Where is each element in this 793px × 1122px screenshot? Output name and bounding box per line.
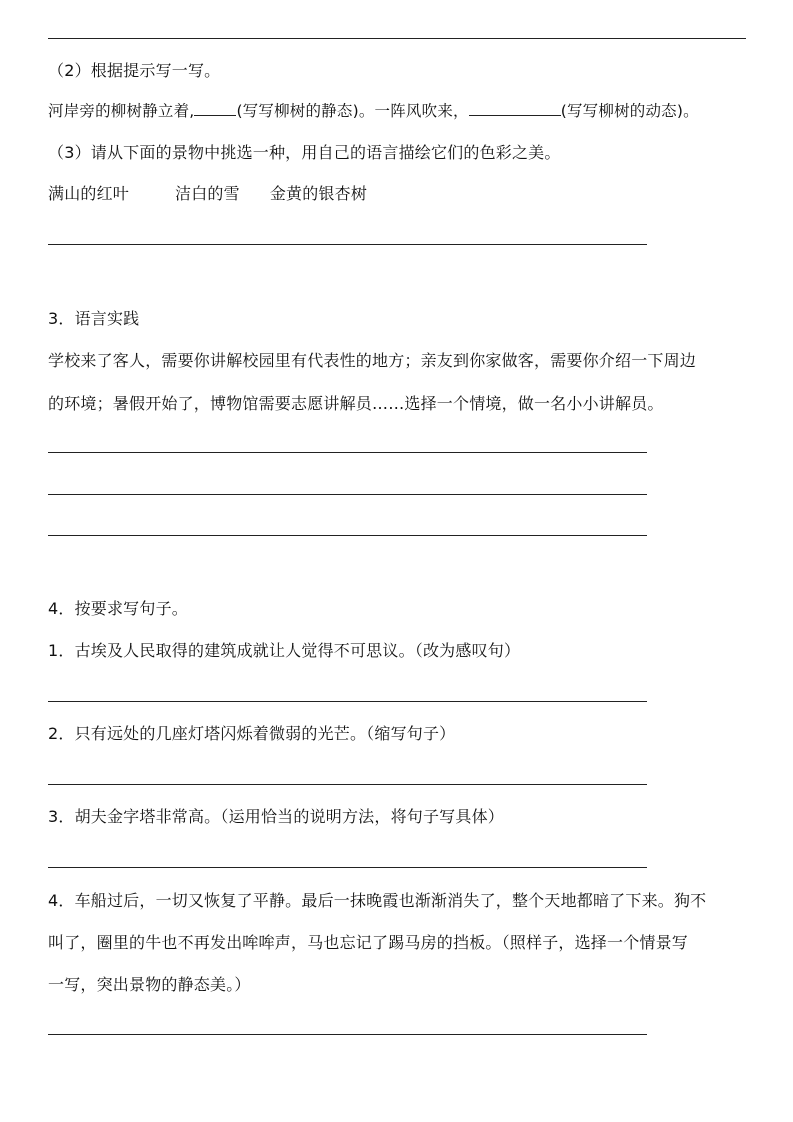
- q2-label: （2）根据提示写一写。: [48, 61, 221, 80]
- q2-sentence: [48, 100, 699, 122]
- section3-line2: 的环境；暑假开始了，博物馆需要志愿讲解员……选择一个情境，做一名小小讲解员。: [48, 394, 664, 413]
- answer-line[interactable]: [48, 784, 647, 785]
- section3-line1: 学校来了客人，需要你讲解校园里有代表性的地方；亲友到你家做客，需要你介绍一下周边: [48, 351, 697, 370]
- answer-line[interactable]: [48, 867, 647, 868]
- task-4-line1: 4．车船过后，一切又恢复了平静。最后一抹晚霞也渐渐消失了，整个天地都暗了下来。狗不: [48, 891, 707, 910]
- task-3: 3．胡夫金字塔非常高。（运用恰当的说明方法，将句子写具体）: [48, 807, 504, 826]
- scenery-options: [48, 183, 367, 205]
- answer-line[interactable]: [48, 244, 647, 245]
- static-blank[interactable]: [194, 101, 236, 116]
- answer-line[interactable]: [48, 701, 647, 702]
- option-white-snow: 洁白的雪: [175, 184, 240, 203]
- section3-title: 3．语言实践: [48, 309, 140, 328]
- task-4-line2: 叫了，圈里的牛也不再发出哞哞声，马也忘记了踢马房的挡板。（照样子，选择一个情景写: [48, 933, 689, 952]
- option-red-leaves: 满山的红叶: [48, 184, 130, 203]
- section4-title: 4．按要求写句子。: [48, 599, 188, 618]
- q2-text-c: (写写柳树的动态)。: [560, 102, 699, 120]
- dynamic-blank[interactable]: [469, 101, 561, 116]
- q3-label: （3）请从下面的景物中挑选一种，用自己的语言描绘它们的色彩之美。: [48, 143, 561, 162]
- task-1: 1．古埃及人民取得的建筑成就让人觉得不可思议。（改为感叹句）: [48, 641, 521, 660]
- answer-line[interactable]: [48, 452, 647, 453]
- task-2: 2．只有远处的几座灯塔闪烁着微弱的光芒。（缩写句子）: [48, 724, 456, 743]
- answer-line[interactable]: [48, 1034, 647, 1035]
- answer-line[interactable]: [48, 535, 647, 536]
- q2-text-a: 河岸旁的柳树静立着,: [48, 102, 195, 120]
- q2-text-b: (写写柳树的静态)。一阵风吹来，: [236, 102, 469, 120]
- task-4-line3: 一写，突出景物的静态美。）: [48, 975, 251, 994]
- option-ginkgo: 金黄的银杏树: [269, 184, 368, 203]
- top-rule: [48, 38, 746, 39]
- answer-line[interactable]: [48, 494, 647, 495]
